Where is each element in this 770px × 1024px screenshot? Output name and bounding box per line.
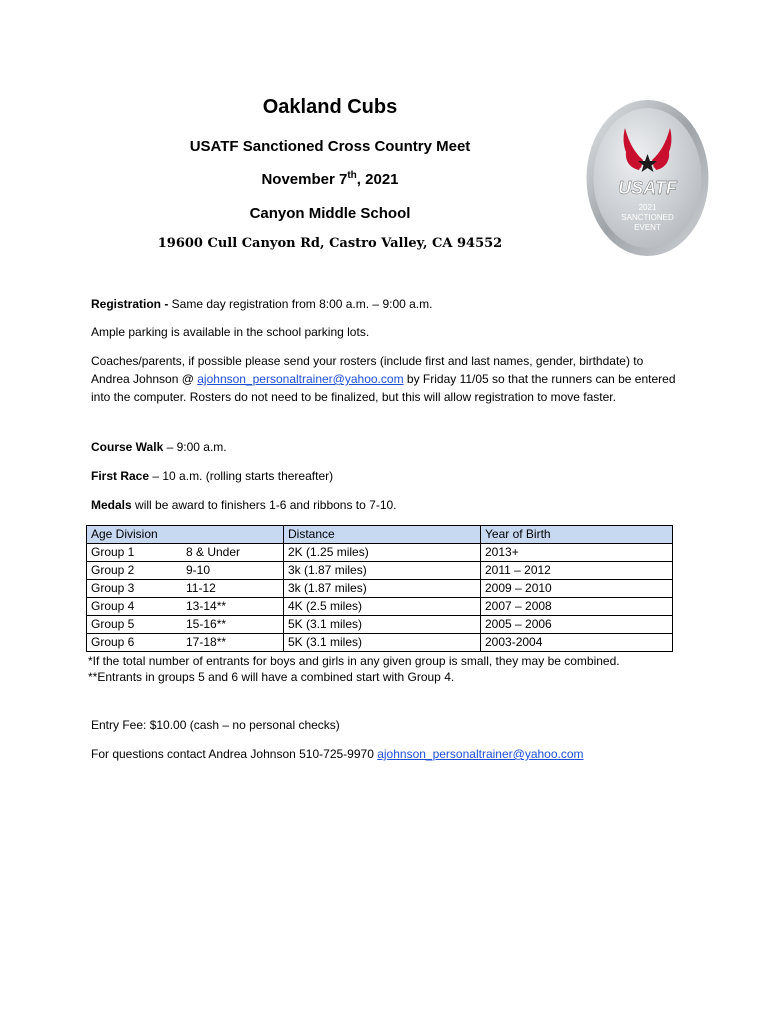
group-name: Group 4 [91, 599, 135, 613]
age-division-table [86, 525, 673, 652]
table-row [87, 634, 673, 652]
year-cell: 2007 – 2008 [481, 598, 673, 616]
registration-label: Registration - [91, 297, 169, 311]
year-cell: 2005 – 2006 [481, 616, 673, 634]
usatf-sanctioned-badge [585, 98, 710, 258]
venue-name: Canyon Middle School [249, 205, 411, 222]
distance-cell: 4K (2.5 miles) [284, 598, 481, 616]
group-name: Group 2 [91, 563, 135, 577]
group-name: Group 6 [91, 635, 135, 649]
first-race-info [91, 467, 681, 485]
header-age-division: Age Division [87, 526, 284, 544]
roster-email-link[interactable]: ajohnson_personaltrainer@yahoo.com [197, 372, 404, 386]
medals-text: will be award to finishers 1-6 and ribbons to 7-10. [131, 498, 397, 512]
table-row [87, 562, 673, 580]
coaches-text-after: by Friday 11/05 so that the runners can be entered into the computer. Rosters do not need to be finalized, but this will allow registration to move faster. [91, 372, 676, 404]
coaches-info [91, 352, 681, 406]
course-walk-label: Course Walk [91, 440, 164, 454]
badge-event: EVENT [634, 223, 661, 232]
age-division-cell [87, 580, 284, 598]
age-division-cell [87, 616, 284, 634]
table-row [87, 544, 673, 562]
header-distance: Distance [284, 526, 481, 544]
page-title: Oakland Cubs [262, 96, 398, 118]
group-ages: 15-16** [186, 617, 227, 631]
entry-fee-info: Entry Fee: $10.00 (cash – no personal checks) [91, 718, 340, 732]
distance-cell: 3k (1.87 miles) [284, 562, 481, 580]
age-division-cell [87, 544, 284, 562]
year-cell: 2009 – 2010 [481, 580, 673, 598]
combine-groups-note: *If the total number of entrants for boys and girls in any given group is small, they may be combined. [88, 654, 620, 668]
table-row [87, 598, 673, 616]
table-header-row [87, 526, 673, 544]
combined-start-note: **Entrants in groups 5 and 6 will have a combined start with Group 4. [88, 670, 455, 684]
group-ages: 8 & Under [186, 545, 241, 559]
first-race-text: – 10 a.m. (rolling starts thereafter) [149, 469, 334, 483]
first-race-label: First Race [91, 469, 150, 483]
date-prefix: November 7 [261, 171, 348, 188]
age-division-cell [87, 562, 284, 580]
registration-text: Same day registration from 8:00 a.m. – 9:00 a.m. [168, 297, 433, 311]
contact-info [91, 745, 681, 763]
table-row [87, 616, 673, 634]
date-suffix: , 2021 [356, 171, 399, 188]
contact-text: For questions contact Andrea Johnson 510-725-9970 [91, 747, 378, 761]
medals-info [91, 496, 681, 514]
coaches-text-before: Coaches/parents, if possible please send your rosters (include first and last names, gender, birthdate) to Andrea Johnson @ [91, 354, 644, 386]
distance-cell: 3k (1.87 miles) [284, 580, 481, 598]
contact-email-link[interactable]: ajohnson_personaltrainer@yahoo.com [377, 747, 584, 761]
header-year-of-birth: Year of Birth [481, 526, 673, 544]
badge-brand: USATF [618, 178, 677, 198]
date-superscript: th [347, 170, 357, 181]
distance-cell: 5K (3.1 miles) [284, 634, 481, 652]
group-ages: 9-10 [186, 563, 211, 577]
table-row [87, 580, 673, 598]
event-subtitle: USATF Sanctioned Cross Country Meet [189, 138, 471, 155]
group-ages: 17-18** [186, 635, 227, 649]
distance-cell: 2K (1.25 miles) [284, 544, 481, 562]
group-name: Group 5 [91, 617, 135, 631]
badge-year: 2021 [638, 203, 657, 212]
event-date [0, 170, 660, 188]
group-name: Group 3 [91, 581, 135, 595]
course-walk-info [91, 438, 681, 456]
year-cell: 2013+ [481, 544, 673, 562]
badge-sanctioned: SANCTIONED [621, 213, 674, 222]
group-ages: 13-14** [186, 599, 227, 613]
medals-label: Medals [91, 498, 132, 512]
parking-info: Ample parking is available in the school parking lots. [91, 325, 370, 339]
group-name: Group 1 [91, 545, 135, 559]
age-division-cell [87, 634, 284, 652]
age-division-cell [87, 598, 284, 616]
year-cell: 2003-2004 [481, 634, 673, 652]
distance-cell: 5K (3.1 miles) [284, 616, 481, 634]
registration-info [91, 295, 681, 313]
venue-address: 19600 Cull Canyon Rd, Castro Valley, CA 94552 [157, 236, 503, 251]
group-ages: 11-12 [186, 581, 216, 595]
year-cell: 2011 – 2012 [481, 562, 673, 580]
course-walk-text: – 9:00 a.m. [163, 440, 227, 454]
